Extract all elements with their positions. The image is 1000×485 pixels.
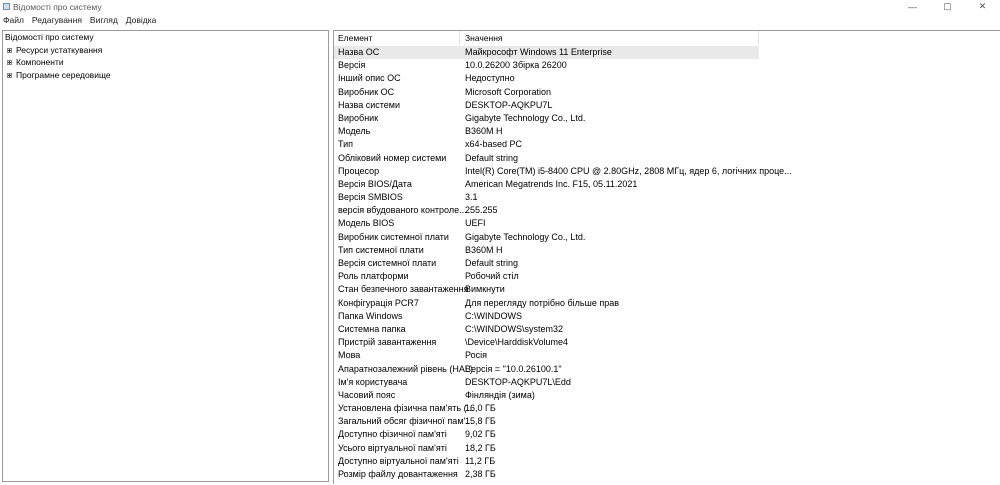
table-row[interactable] [334,310,759,323]
row-item-value: 10.0.26200 Збірка 26200 [465,60,567,71]
row-item-value: Gigabyte Technology Co., Ltd. [465,112,586,123]
row-item-name: Версія [338,60,366,71]
table-row[interactable] [334,46,759,59]
row-item-value: Microsoft Corporation [465,86,552,97]
row-item-name: Загальний обсяг фізичної пам'... [338,416,473,427]
table-row[interactable] [334,72,759,85]
row-item-name: Усього віртуальної пам'яті [338,442,447,453]
row-item-value: \Device\HarddiskVolume4 [465,337,569,348]
table-row[interactable] [334,323,759,336]
row-item-value: Версія = "10.0.26100.1" [465,363,562,374]
row-item-value: UEFI [465,218,486,229]
row-item-name: Системна папка [338,323,406,334]
menu-view[interactable]: Вигляд [89,15,118,25]
row-item-name: Тип [338,139,354,150]
table-row[interactable] [334,376,759,389]
tree-item-components[interactable] [7,56,64,68]
row-item-value: 3.1 [465,192,478,203]
table-row[interactable] [334,283,759,296]
row-item-name: Версія BIOS/Дата [338,178,412,189]
table-row[interactable] [334,349,759,362]
row-item-value: 16,0 ГБ [465,403,496,414]
table-row[interactable] [334,244,759,257]
row-item-name: Конфігурація PCR7 [338,297,419,308]
tree-root-system-summary[interactable]: Відомості про систему [5,32,94,42]
title-bar [0,0,1000,13]
row-item-name: Версія системної плати [338,258,437,268]
table-row[interactable] [334,428,759,441]
row-item-name: Мова [338,350,361,361]
row-item-value: 255.255 [465,205,498,216]
row-item-name: Часовий пояс [338,389,396,400]
column-header-value[interactable]: Значення [460,31,759,45]
expand-icon[interactable] [7,48,12,53]
window-controls [895,0,1000,13]
row-item-name: Пристрій завантаження [338,337,437,348]
row-item-value: C:\WINDOWS [465,310,522,321]
column-header-item[interactable]: Елемент [334,31,460,45]
table-row[interactable] [334,363,759,376]
table-row[interactable] [334,402,759,415]
tree-item-label: Компоненти [16,57,64,67]
tree-item-hardware-resources[interactable] [7,44,102,56]
row-item-value: Недоступно [465,73,515,84]
row-item-value: DESKTOP-AQKPU7L\Edd [465,376,571,387]
table-row[interactable] [334,442,759,455]
row-item-name: Апаратнозалежний рівень (HAL) [338,363,473,374]
row-item-value: Робочий стіл [465,271,519,282]
table-row[interactable] [334,389,759,402]
row-item-value: x64-based PC [465,139,523,150]
table-row[interactable] [334,138,759,151]
row-item-value: Для перегляду потрібно більше прав [465,297,619,308]
row-item-name: Доступно віртуальної пам'яті [338,455,459,466]
row-item-name: версія вбудованого контроле... [338,205,467,216]
table-row[interactable] [334,336,759,349]
row-item-name: Виробник [338,112,379,123]
row-item-value: C:\WINDOWS\system32 [465,323,564,334]
row-item-name: Назва ОС [338,47,380,57]
row-item-name: Папка Windows [338,310,403,321]
row-item-name: Модель [338,126,371,137]
table-row[interactable] [334,59,759,72]
row-item-name: Обліковий номер системи [338,152,447,163]
table-row[interactable] [334,468,759,481]
expand-icon[interactable] [7,60,12,65]
maximize-button[interactable]: ▢ [943,1,952,11]
row-item-name: Установлена фізична пам'ять (... [338,403,475,414]
table-row[interactable] [334,191,759,204]
row-item-name: Виробник ОС [338,86,395,97]
vertical-scrollbar[interactable] [990,31,1000,485]
row-item-name: Роль платформи [338,271,409,282]
row-item-name: Ім'я користувача [338,376,408,387]
row-item-value: Вимкнути [465,284,505,295]
row-item-name: Інший опис ОС [338,73,401,84]
row-item-value: 9,02 ГБ [465,429,496,440]
row-item-name: Виробник системної плати [338,231,449,242]
row-item-value: Intel(R) Core(TM) i5-8400 CPU @ 2.80GHz, 2808 МГц, ядер 6, логічних проце... [465,165,792,176]
row-item-value: B360M H [465,126,503,137]
row-item-value: 18,2 ГБ [465,442,496,453]
table-row[interactable] [334,112,759,125]
row-item-value: 2,38 ГБ [465,469,496,479]
table-row[interactable] [334,204,759,217]
row-item-name: Назва системи [338,99,400,110]
table-row[interactable] [334,415,759,428]
row-item-value: Default string [465,258,519,268]
menu-bar [0,13,1000,27]
row-item-value: Default string [465,152,519,163]
system-info-app-icon [3,3,10,10]
row-item-value: 11,2 ГБ [465,455,496,466]
table-row[interactable] [334,152,759,165]
tree-item-label: Програмне середовище [16,70,111,80]
menu-file[interactable]: Файл [3,15,24,25]
table-row[interactable] [334,125,759,138]
close-button[interactable]: ✕ [978,1,987,11]
expand-icon[interactable] [7,73,12,78]
row-item-value: American Megatrends Inc. F15, 05.11.2021 [465,178,638,189]
table-row[interactable] [334,297,759,310]
row-item-value: B360M H [465,244,503,255]
table-row[interactable] [334,231,759,244]
row-item-value: Майкрософт Windows 11 Enterprise [465,47,612,57]
row-item-name: Стан безпечного завантаження [338,284,469,295]
table-row[interactable] [334,178,759,191]
table-row[interactable] [334,257,759,270]
menu-help[interactable]: Довідка [125,15,157,25]
table-row[interactable] [334,270,759,283]
row-item-name: Процесор [338,165,380,176]
menu-edit[interactable]: Редагування [31,15,82,25]
row-item-value: Gigabyte Technology Co., Ltd. [465,231,586,242]
row-item-name: Розмір файлу довантаження [338,469,458,479]
table-row[interactable] [334,99,759,112]
tree-item-label: Ресурси устаткування [16,45,103,55]
details-list [333,30,1000,484]
row-item-value: 15,8 ГБ [465,416,496,427]
table-body [334,46,792,481]
window-title: Відомості про систему [13,1,102,12]
minimize-button[interactable]: — [908,1,917,12]
row-item-name: Модель BIOS [338,218,395,229]
row-item-name: Доступно фізичної пам'яті [338,429,447,440]
table-row[interactable] [334,165,792,178]
row-item-value: Росія [465,350,487,361]
tree-item-software-environment[interactable] [7,69,111,81]
row-item-value: Фінляндія (зима) [465,389,535,400]
table-row[interactable] [334,217,759,230]
row-item-value: DESKTOP-AQKPU7L [465,99,553,110]
table-row[interactable] [334,455,759,468]
table-row[interactable] [334,86,759,99]
row-item-name: Тип системної плати [338,244,424,255]
row-item-name: Версія SMBIOS [338,192,403,203]
navigation-tree [2,30,329,482]
